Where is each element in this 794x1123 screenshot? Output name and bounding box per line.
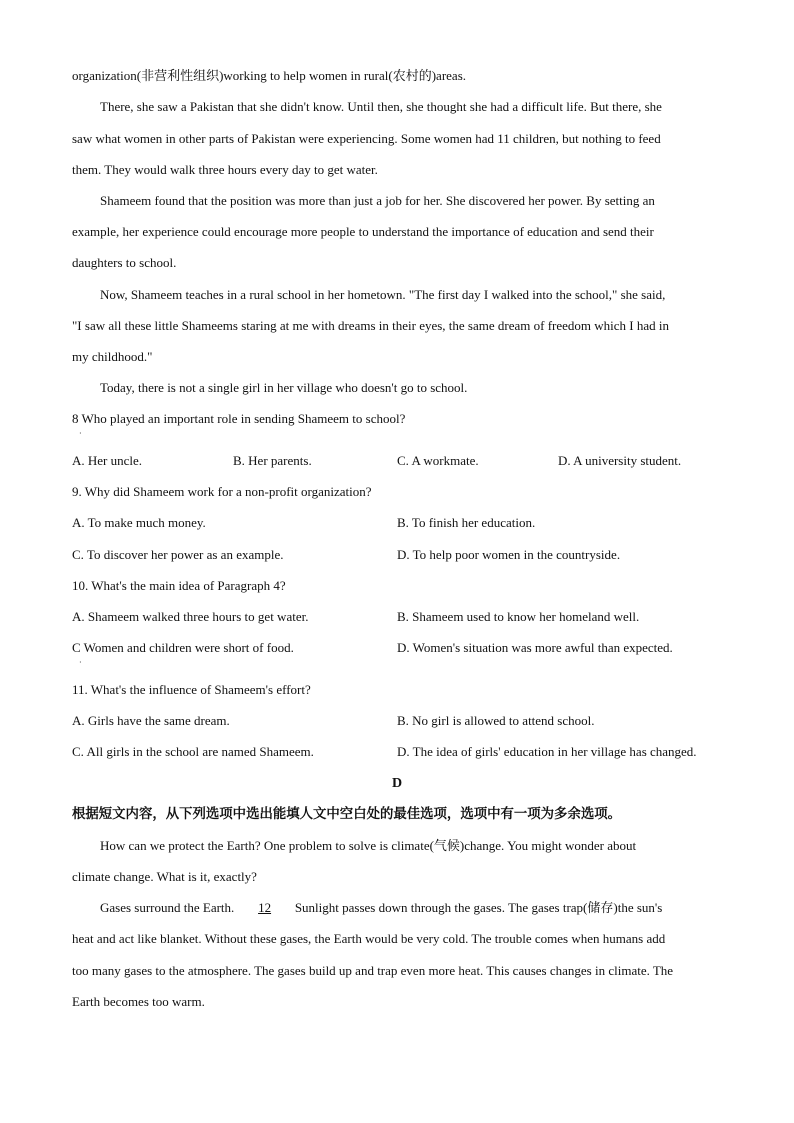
passage-line: example, her experience could encourage more people to understand the importance of education and send their bbox=[72, 224, 654, 239]
question-9-stem: 9. Why did Shameem work for a non-profit organization? bbox=[72, 484, 372, 499]
passage-line: heat and act like blanket. Without these gases, the Earth would be very cold. The trouble comes when humans add bbox=[72, 931, 666, 946]
question-9-option-a[interactable]: A. To make much money. bbox=[72, 515, 206, 530]
passage-line: daughters to school. bbox=[72, 255, 177, 270]
stray-dot-mark: · bbox=[79, 429, 82, 438]
question-11-option-a[interactable]: A. Girls have the same dream. bbox=[72, 713, 230, 728]
passage-line: them. They would walk three hours every day to get water. bbox=[72, 162, 378, 177]
gap-line-after: Sunlight passes down through the gases. The gases trap(储存)the sun's bbox=[291, 900, 663, 915]
passage-line: Today, there is not a single girl in her village who doesn't go to school. bbox=[100, 380, 468, 395]
section-d-instruction: 根据短文内容，从下列选项中选出能填人文中空白处的最佳选项，选项中有一项为多余选项。 bbox=[72, 807, 622, 822]
question-10-option-d[interactable]: D. Women's situation was more awful than expected. bbox=[397, 640, 673, 655]
question-9-option-b[interactable]: B. To finish her education. bbox=[397, 515, 536, 530]
passage-line: "I saw all these little Shameems staring at me with dreams in their eyes, the same dream of freedom which I had in bbox=[72, 318, 669, 333]
passage-line: Earth becomes too warm. bbox=[72, 994, 205, 1009]
question-10-option-a[interactable]: A. Shameem walked three hours to get water. bbox=[72, 609, 309, 624]
question-9-option-d[interactable]: D. To help poor women in the countryside. bbox=[397, 547, 621, 562]
passage-line: There, she saw a Pakistan that she didn't know. Until then, she thought she had a difficult life. But there, she bbox=[100, 99, 662, 114]
passage-line-with-gap bbox=[100, 900, 662, 916]
passage-line: saw what women in other parts of Pakistan were experiencing. Some women had 11 children, but nothing to feed bbox=[72, 131, 661, 146]
question-11-stem: 11. What's the influence of Shameem's effort? bbox=[72, 682, 311, 697]
passage-line: climate change. What is it, exactly? bbox=[72, 869, 257, 884]
passage-line: Shameem found that the position was more than just a job for her. She discovered her power. By setting an bbox=[100, 193, 655, 208]
question-11-option-d[interactable]: D. The idea of girls' education in her village has changed. bbox=[397, 744, 697, 759]
stray-dot-mark: · bbox=[79, 658, 82, 667]
question-8-option-b[interactable]: B. Her parents. bbox=[233, 453, 312, 468]
question-9-option-c[interactable]: C. To discover her power as an example. bbox=[72, 547, 284, 562]
passage-line: my childhood." bbox=[72, 349, 153, 364]
question-11-option-b[interactable]: B. No girl is allowed to attend school. bbox=[397, 713, 595, 728]
passage-line: How can we protect the Earth? One problem to solve is climate(气候)change. You might wonder about bbox=[100, 838, 637, 853]
passage-line: too many gases to the atmosphere. The gases build up and trap even more heat. This causes changes in climate. The bbox=[72, 963, 674, 978]
passage-line: organization(非营利性组织)working to help women in rural(农村的)areas. bbox=[72, 68, 466, 83]
passage-line: Now, Shameem teaches in a rural school in her hometown. "The first day I walked into the school," she said, bbox=[100, 287, 666, 302]
question-8-option-c[interactable]: C. A workmate. bbox=[397, 453, 479, 468]
question-10-option-b[interactable]: B. Shameem used to know her homeland well. bbox=[397, 609, 640, 624]
question-8-option-a[interactable]: A. Her uncle. bbox=[72, 453, 143, 468]
gap-12-blank[interactable]: 12 bbox=[258, 900, 272, 915]
question-8-stem: 8 Who played an important role in sending Shameem to school? bbox=[72, 411, 406, 426]
question-10-option-c[interactable]: C Women and children were short of food. bbox=[72, 640, 294, 655]
section-d-heading: D bbox=[391, 776, 403, 791]
question-11-option-c[interactable]: C. All girls in the school are named Shameem. bbox=[72, 744, 314, 759]
question-8-option-d[interactable]: D. A university student. bbox=[558, 453, 682, 468]
question-10-stem: 10. What's the main idea of Paragraph 4? bbox=[72, 578, 286, 593]
gap-line-before: Gases surround the Earth. bbox=[100, 900, 238, 915]
